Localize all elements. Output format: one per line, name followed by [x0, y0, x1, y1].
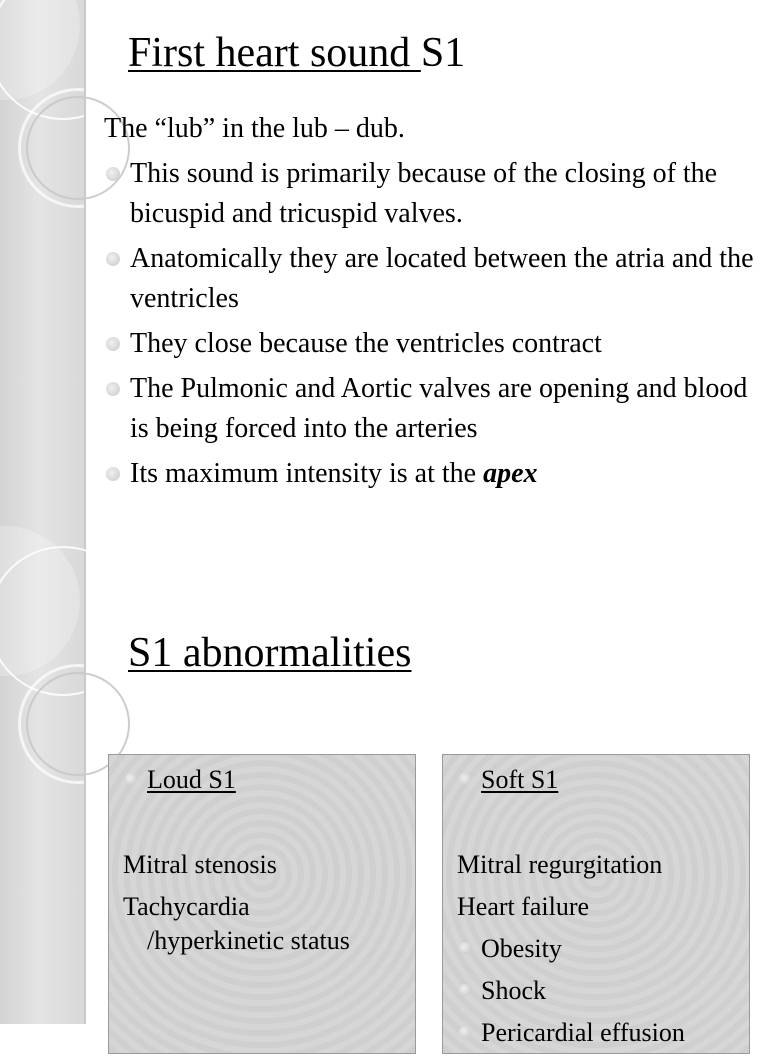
bullet-list [104, 154, 754, 494]
list-item [457, 973, 737, 1009]
intro-line: The “lub” in the lub – dub. [104, 113, 405, 144]
bullet-text-prefix: Its maximum intensity is at the [130, 458, 484, 489]
bullet-text: The Pulmonic and Aortic valves are opening and blood is being forced into the arteries [130, 373, 748, 444]
list-item-continuation: /hyperkinetic status [147, 926, 350, 955]
slide-title-rest: S1 [420, 30, 466, 76]
bullet-dot-icon [459, 942, 471, 954]
loud-s1-box [108, 754, 416, 1054]
bullet-text-apex [130, 454, 754, 494]
soft-s1-box [442, 754, 750, 1054]
list-item: Heart failure [457, 892, 590, 921]
list-item [457, 1015, 737, 1051]
box-heading-label: Loud S1 [147, 765, 236, 794]
bullet-text: They close because the ventricles contract [130, 328, 602, 359]
bullet-dot-icon [106, 167, 120, 181]
bullet-text-emphasis: apex [483, 458, 538, 489]
bullet-dot-icon [459, 1026, 471, 1038]
bullet-dot-icon [106, 467, 120, 481]
bullet-dot-icon [459, 984, 471, 996]
box-heading [125, 765, 236, 795]
slide-title-underlined: First heart sound [128, 30, 421, 76]
list-item [457, 931, 737, 967]
list-item: Mitral stenosis [123, 850, 277, 879]
bullet-item [104, 369, 754, 449]
decorative-strip [0, 576, 86, 1024]
slide-s1-abnormalities [0, 576, 768, 1047]
slide-body [104, 110, 754, 499]
bullet-dot-icon [106, 252, 120, 266]
box-list [457, 847, 737, 1057]
bullet-text: This sound is primarily because of the closing of the bicuspid and tricuspid valves. [130, 158, 718, 229]
slide-title [128, 632, 411, 674]
list-item-text: Shock [481, 976, 546, 1005]
bullet-item [104, 324, 754, 364]
box-heading [459, 765, 558, 795]
box-list [123, 847, 403, 965]
list-item-text: Obesity [481, 934, 562, 963]
decorative-strip [0, 0, 86, 576]
bullet-item [104, 239, 754, 319]
bullet-dot-icon [459, 773, 471, 785]
bullet-text: Anatomically they are located between the atria and the ventricles [130, 243, 754, 314]
list-item-text: Pericardial effusion [481, 1018, 685, 1047]
box-heading-label: Soft S1 [481, 765, 559, 794]
bullet-dot-icon [106, 337, 120, 351]
list-item: Mitral regurgitation [457, 850, 663, 879]
bullet-dot-icon [106, 382, 120, 396]
list-item: Tachycardia [123, 892, 250, 921]
slide-title-text: S1 abnormalities [128, 630, 412, 676]
slide-title [128, 32, 465, 74]
bullet-dot-icon [125, 773, 137, 785]
bullet-item [104, 454, 754, 494]
bullet-item [104, 154, 754, 234]
